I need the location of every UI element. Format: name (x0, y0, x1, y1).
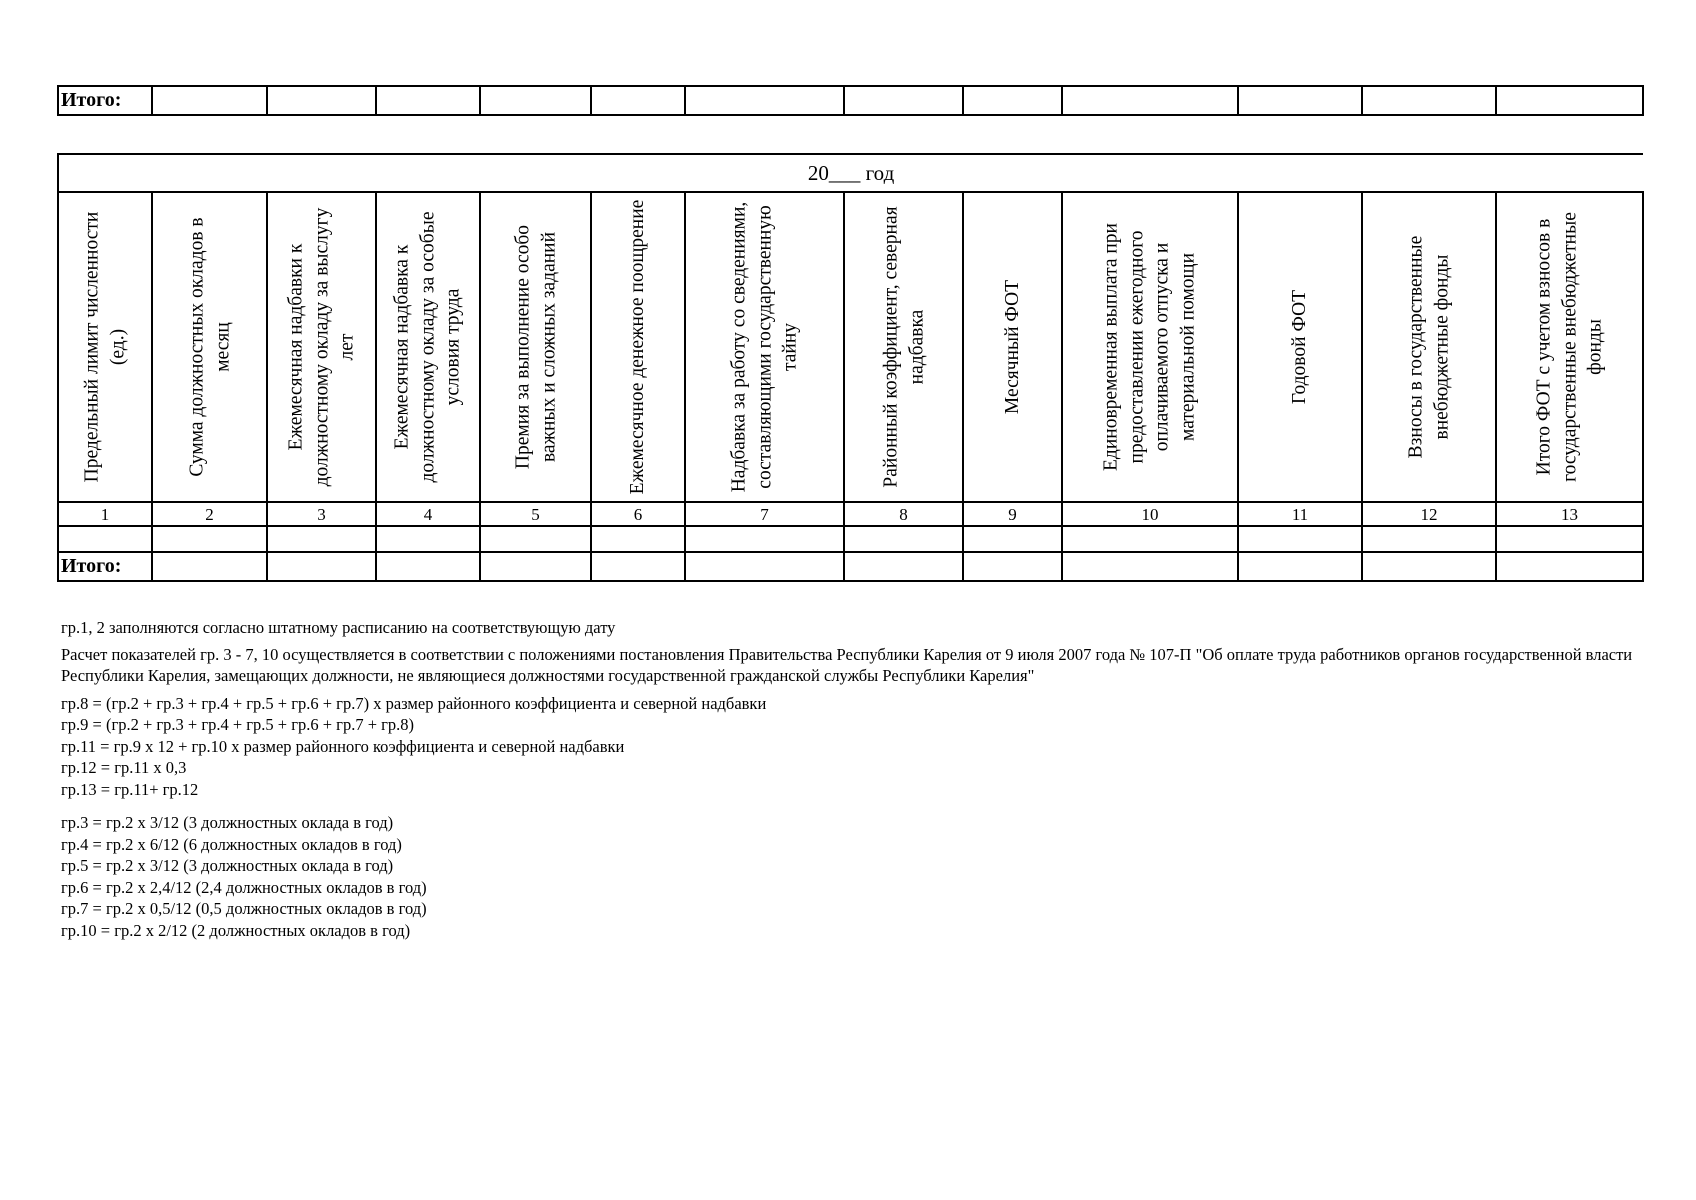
column-number: 6 (591, 502, 685, 526)
column-number: 3 (267, 502, 376, 526)
notes-section (61, 617, 1641, 941)
column-number: 13 (1496, 502, 1643, 526)
formula-line: гр.9 = (гр.2 + гр.3 + гр.4 + гр.5 + гр.6 + гр.7 + гр.8) (61, 715, 415, 734)
column-header-text: Единовременная выплата при предоставлении ежегодного оплачиваемого отпуска и материальной помощи (1100, 223, 1199, 471)
top-total-cell (1062, 86, 1238, 115)
column-header-13 (1496, 192, 1643, 502)
top-total-cell (1238, 86, 1362, 115)
total-cell (1062, 552, 1238, 581)
column-header-text: Районный коэффициент, северная надбавка (879, 206, 927, 488)
data-cell (1238, 526, 1362, 552)
top-total-cell (480, 86, 591, 115)
top-total-cell (685, 86, 844, 115)
top-total-cell (1362, 86, 1496, 115)
column-header-text: Ежемесячная надбавка к должностному окладу за особые условия труда (391, 211, 464, 483)
data-cell (152, 526, 267, 552)
column-header-3 (267, 192, 376, 502)
column-header-2 (152, 192, 267, 502)
column-header-10 (1062, 192, 1238, 502)
total-cell (1362, 552, 1496, 581)
top-total-cell (376, 86, 480, 115)
column-number: 12 (1362, 502, 1496, 526)
total-cell (844, 552, 963, 581)
total-cell (1238, 552, 1362, 581)
top-total-label: Итого: (58, 86, 152, 115)
data-cell (376, 526, 480, 552)
payroll-table (57, 153, 1644, 582)
column-header-text: Надбавка за работу со сведениями, составляющими государственную тайну (727, 201, 801, 493)
column-header-text: Ежемесячное денежное поощрение (627, 199, 649, 495)
formula-list-b (61, 812, 1641, 941)
data-cell (480, 526, 591, 552)
formula-line: гр.13 = гр.11+ гр.12 (61, 779, 199, 799)
data-cell (267, 526, 376, 552)
data-cell (1496, 526, 1643, 552)
top-total-row (58, 86, 1643, 115)
total-cell (152, 552, 267, 581)
column-header-8 (844, 192, 963, 502)
column-header-9 (963, 192, 1062, 502)
data-cell (58, 526, 152, 552)
top-total-cell (963, 86, 1062, 115)
column-header-text: Итого ФОТ с учетом взносов в государственные внебюджетные фонды (1532, 212, 1606, 482)
column-header-7 (685, 192, 844, 502)
column-header-text: Сумма должностных окладов в месяц (185, 217, 233, 477)
data-cell (1062, 526, 1238, 552)
column-number: 8 (844, 502, 963, 526)
data-cell (685, 526, 844, 552)
formula-line: гр.3 = гр.2 х 3/12 (3 должностных оклада в год) (61, 813, 394, 832)
total-cell (685, 552, 844, 581)
column-header-5 (480, 192, 591, 502)
column-header-text: Предельный лимит численности (ед.) (81, 211, 128, 483)
data-cell (1362, 526, 1496, 552)
column-header-4 (376, 192, 480, 502)
top-total-cell (844, 86, 963, 115)
top-total-cell (267, 86, 376, 115)
top-total-cell (1496, 86, 1643, 115)
column-number-row (58, 502, 1643, 526)
top-total-table (57, 85, 1644, 116)
year-row (58, 154, 1643, 192)
total-cell (267, 552, 376, 581)
total-cell (591, 552, 685, 581)
data-cell (844, 526, 963, 552)
column-header-text: Месячный ФОТ (1001, 279, 1023, 415)
total-row (58, 552, 1643, 581)
formula-list-a (61, 693, 1641, 801)
total-cell (480, 552, 591, 581)
formula-line: гр.4 = гр.2 х 6/12 (6 должностных окладов в год) (61, 834, 402, 854)
data-row (58, 526, 1643, 552)
formula-line: гр.7 = гр.2 х 0,5/12 (0,5 должностных окладов в год) (61, 899, 427, 918)
total-cell (963, 552, 1062, 581)
formula-line: гр.12 = гр.11 х 0,3 (61, 758, 187, 777)
column-number: 2 (152, 502, 267, 526)
top-total-cell (152, 86, 267, 115)
column-number: 1 (58, 502, 152, 526)
top-total-cell (591, 86, 685, 115)
column-number: 10 (1062, 502, 1238, 526)
column-number: 5 (480, 502, 591, 526)
data-cell (591, 526, 685, 552)
column-header-text: Ежемесячная надбавки к должностному окладу за выслугу лет (284, 207, 358, 487)
formula-line: гр.6 = гр.2 х 2,4/12 (2,4 должностных окладов в год) (61, 877, 427, 897)
data-cell (963, 526, 1062, 552)
note-calculation-basis: Расчет показателей гр. 3 - 7, 10 осуществляется в соответствии с положениями постановления Правительства Республики Карелия от 9 июля 2007 года № 107-П "Об оплате труда работников органов государственной власти Республики Карелия, замещающих должности, не являющиеся должностями государственной гражданской службы Республики Карелия" (61, 644, 1633, 685)
column-header-text: Взносы в государственные внебюджетные фонды (1405, 235, 1452, 459)
year-heading: 20___ год (58, 154, 1643, 192)
total-label: Итого: (58, 552, 152, 581)
formula-line: гр.10 = гр.2 х 2/12 (2 должностных окладов в год) (61, 920, 411, 940)
column-header-6 (591, 192, 685, 502)
note-columns-1-2: гр.1, 2 заполняются согласно штатному расписанию на соответствующую дату (61, 618, 616, 637)
column-header-1 (58, 192, 152, 502)
formula-line: гр.5 = гр.2 х 3/12 (3 должностных оклада в год) (61, 856, 394, 875)
header-row (58, 192, 1643, 502)
formula-line: гр.11 = гр.9 х 12 + гр.10 х размер районного коэффициента и северной надбавки (61, 736, 625, 756)
formula-line: гр.8 = (гр.2 + гр.3 + гр.4 + гр.5 + гр.6 + гр.7) х размер районного коэффициента и северной надбавки (61, 693, 767, 713)
column-header-text: Годовой ФОТ (1289, 289, 1311, 405)
column-header-text: Премия за выполнение особо важных и сложных заданий (511, 224, 559, 470)
total-cell (376, 552, 480, 581)
column-number: 11 (1238, 502, 1362, 526)
column-number: 7 (685, 502, 844, 526)
total-cell (1496, 552, 1643, 581)
column-number: 9 (963, 502, 1062, 526)
column-header-11 (1238, 192, 1362, 502)
column-header-12 (1362, 192, 1496, 502)
column-number: 4 (376, 502, 480, 526)
